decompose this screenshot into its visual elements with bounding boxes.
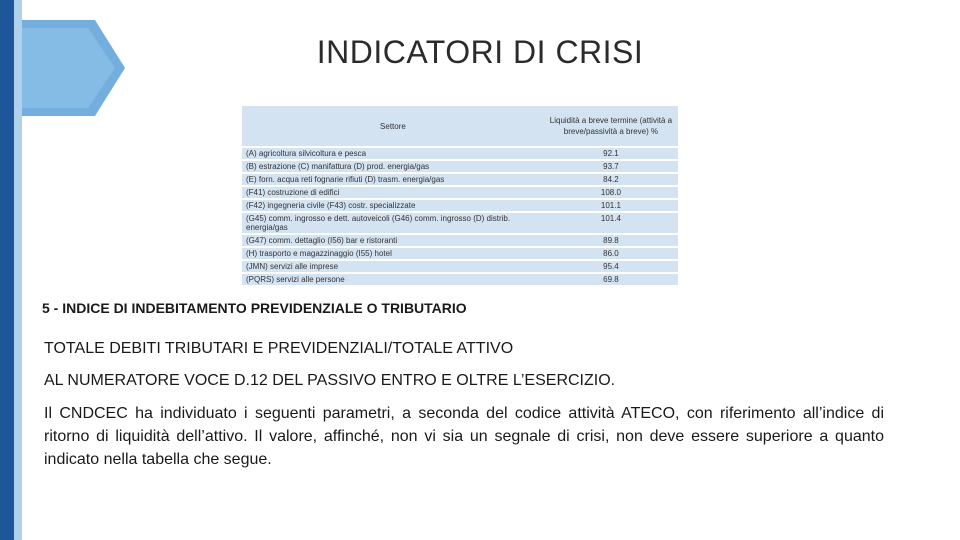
row-sector: (A) agricoltura silvicoltura e pesca bbox=[242, 147, 544, 160]
row-value: 86.0 bbox=[544, 247, 678, 260]
row-value: 95.4 bbox=[544, 260, 678, 273]
row-sector: (F42) ingegneria civile (F43) costr. specializzate bbox=[242, 199, 544, 212]
column-header-sector: Settore bbox=[242, 106, 544, 147]
table-row bbox=[242, 173, 678, 186]
table-row bbox=[242, 247, 678, 260]
row-sector: (H) trasporto e magazzinaggio (I55) hotel bbox=[242, 247, 544, 260]
table-row bbox=[242, 199, 678, 212]
row-value: 89.8 bbox=[544, 234, 678, 247]
crisis-threshold-table bbox=[242, 106, 678, 287]
row-value: 93.7 bbox=[544, 160, 678, 173]
table-row bbox=[242, 212, 678, 234]
row-value: 92.1 bbox=[544, 147, 678, 160]
table-row bbox=[242, 186, 678, 199]
row-value: 108.0 bbox=[544, 186, 678, 199]
row-value: 69.8 bbox=[544, 273, 678, 286]
table-row bbox=[242, 160, 678, 173]
column-header-liquidity: Liquidità a breve termine (attività a breve/passività a breve) % bbox=[544, 106, 678, 147]
row-sector: (B) estrazione (C) manifattura (D) prod. energia/gas bbox=[242, 160, 544, 173]
row-sector: (F41) costruzione di edifici bbox=[242, 186, 544, 199]
table-row bbox=[242, 234, 678, 247]
table-header-row bbox=[242, 106, 678, 147]
row-value: 101.4 bbox=[544, 212, 678, 234]
table-row bbox=[242, 147, 678, 160]
row-sector: (PQRS) servizi alle persone bbox=[242, 273, 544, 286]
page-title: INDICATORI DI CRISI bbox=[316, 34, 644, 70]
row-sector: (JMN) servizi alle imprese bbox=[242, 260, 544, 273]
table-row bbox=[242, 273, 678, 286]
body-paragraph: Il CNDCEC ha individuato i seguenti parametri, a seconda del codice attività ATECO, con riferimento all’indice di ritorno di liquidità dell’attivo. Il valore, affinché, non vi sia un segnale di crisi, non deve essere superiore a quanto indicato nella tabella che segue. bbox=[44, 405, 884, 468]
numerator-note: AL NUMERATORE VOCE D.12 DEL PASSIVO ENTRO E OLTRE L’ESERCIZIO. bbox=[44, 372, 616, 389]
row-value: 84.2 bbox=[544, 173, 678, 186]
row-sector: (G47) comm. dettaglio (I56) bar e ristoranti bbox=[242, 234, 544, 247]
row-value: 101.1 bbox=[544, 199, 678, 212]
formula-text: TOTALE DEBITI TRIBUTARI E PREVIDENZIALI/TOTALE ATTIVO bbox=[44, 340, 514, 357]
row-sector: (G45) comm. ingrosso e dett. autoveicoli (G46) comm. ingrosso (D) distrib. energia/gas bbox=[242, 212, 544, 234]
section-heading: 5 - INDICE DI INDEBITAMENTO PREVIDENZIALE O TRIBUTARIO bbox=[42, 300, 467, 316]
table-row bbox=[242, 260, 678, 273]
row-sector: (E) forn. acqua reti fognarie rifiuti (D) trasm. energia/gas bbox=[242, 173, 544, 186]
